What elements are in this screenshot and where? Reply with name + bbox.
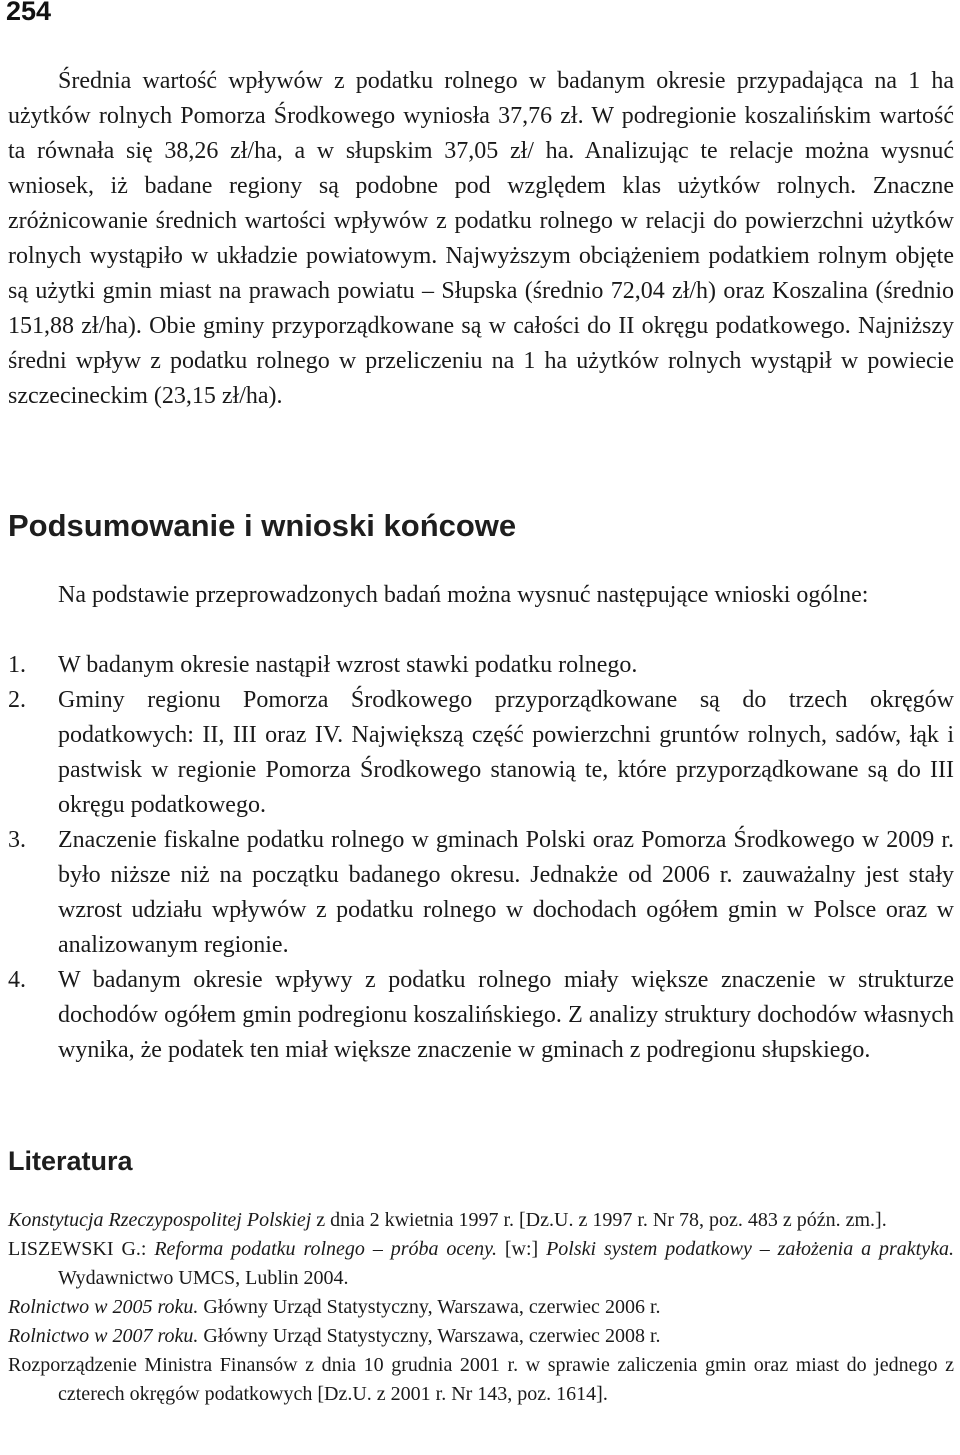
reference-item [8,1235,954,1293]
reference-details: Rozporządzenie Ministra Finansów z dnia 10 grudnia 2001 r. w sprawie zaliczenia gmin oraz miast do jednego z czterech okręgów podatkowych [Dz.U. z 2001 r. Nr 143, poz. 1614]. [8,1354,954,1405]
reference-book-title: Polski system podatkowy – założenia a praktyka. [546,1238,954,1260]
reference-details: z dnia 2 kwietnia 1997 r. [Dz.U. z 1997 r. Nr 78, poz. 483 z późn. zm.]. [311,1209,887,1231]
reference-author: LISZEWSKI G.: [8,1238,155,1260]
reference-connector: [w:] [496,1238,547,1260]
list-number: 3. [8,827,26,853]
reference-details: Główny Urząd Statystyczny, Warszawa, czerwiec 2008 r. [198,1325,661,1347]
conclusions-list [8,648,954,1068]
summary-heading: Podsumowanie i wnioski końcowe [8,508,517,543]
intro-paragraph: Średnia wartość wpływów z podatku rolnego w badanym okresie przypadająca na 1 ha użytków rolnych Pomorza Środkowego wyniosła 37,76 zł. W podregionie koszalińskim wartość ta równała się 38,26 zł/ha, a w słupskim 37,05 zł/ ha. Analizując te relacje można wysnuć wniosek, iż badane regiony są podobne pod względem klas użytków rolnych. Znaczne zróżnicowanie średnich wartości wpływów z podatku rolnego w relacji do powierzchni użytków rolnych wystąpiło w układzie powiatowym. Najwyższym obciążeniem podatkiem rolnym objęte są użytki gmin miast na prawach powiatu – Słupska (średnio 72,04 zł/h) oraz Koszalina (średnio 151,88 zł/ha). Obie gminy przyporządkowane są w całości do II okręgu podatkowego. Najniższy średni wpływ z podatku rolnego w przeliczeniu na 1 ha użytków rolnych wystąpił w powiecie szczecineckim (23,15 zł/ha). [8,68,954,409]
conclusion-text: Znaczenie fiskalne podatku rolnego w gminach Polski oraz Pomorza Środkowego w 2009 r. było niższe niż na początku badanego okresu. Jednakże od 2006 r. zauważalny jest stały wzrost udziału wpływów z podatku rolnego w dochodach ogółem gmin w Polsce oraz w analizowanym regionie. [58,827,954,958]
conclusion-item [8,683,954,823]
reference-item [8,1351,954,1409]
reference-item [8,1322,954,1351]
reference-details: Główny Urząd Statystyczny, Warszawa, czerwiec 2006 r. [198,1296,661,1318]
conclusion-item [8,648,954,683]
reference-title: Rolnictwo w 2007 roku. [8,1325,199,1347]
reference-details: Wydawnictwo UMCS, Lublin 2004. [58,1267,349,1289]
conclusion-text: W badanym okresie nastąpił wzrost stawki podatku rolnego. [58,652,638,678]
conclusion-item [8,823,954,963]
list-number: 2. [8,687,26,713]
conclusion-text: W badanym okresie wpływy z podatku rolnego miały większe znaczenie w strukturze dochodów ogółem gmin podregionu koszalińskiego. Z analizy struktury dochodów własnych wynika, że podatek ten miał większe znaczenie w gminach z podregionu słupskiego. [58,967,954,1063]
references-list [8,1206,954,1409]
reference-item [8,1206,954,1235]
list-number: 4. [8,967,26,993]
reference-title: Reforma podatku rolnego – próba oceny. [154,1238,497,1260]
reference-title: Rolnictwo w 2005 roku. [8,1296,199,1318]
conclusion-item [8,963,954,1068]
page-number: 254 [6,0,52,26]
reference-title: Konstytucja Rzeczypospolitej Polskiej [8,1209,312,1231]
list-number: 1. [8,652,26,678]
conclusion-text: Gminy regionu Pomorza Środkowego przyporządkowane są do trzech okręgów podatkowych: II, III oraz IV. Największą część powierzchni gruntów rolnych, sadów, łąk i pastwisk w regionie Pomorza Środkowego stanowią te, które przyporządkowane są do III okręgu podatkowego. [58,687,954,818]
literature-heading: Literatura [8,1146,133,1176]
summary-intro: Na podstawie przeprowadzonych badań można wysnuć następujące wnioski ogólne: [58,582,869,608]
reference-item [8,1293,954,1322]
